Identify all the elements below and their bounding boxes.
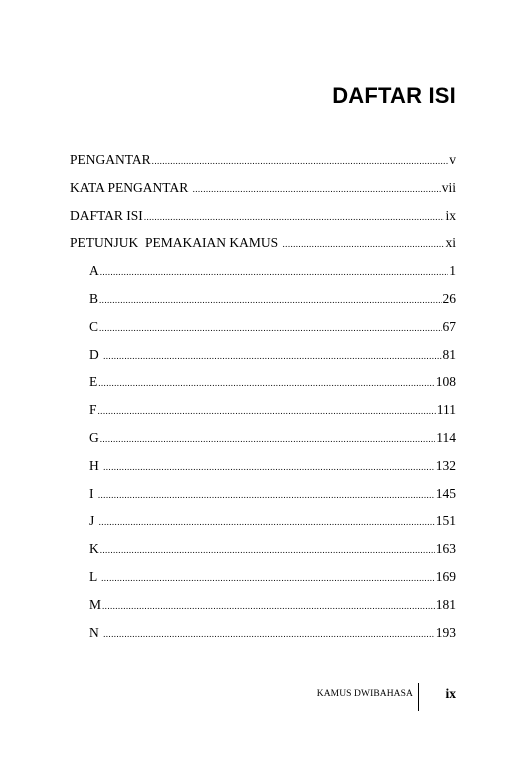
toc-entry[interactable] bbox=[70, 430, 456, 458]
toc-dot-leader bbox=[99, 323, 441, 333]
toc-dot-leader bbox=[102, 601, 435, 611]
toc-entry-page: 193 bbox=[435, 624, 456, 640]
footer-divider bbox=[418, 683, 419, 711]
toc-entry-label: H bbox=[89, 457, 103, 473]
toc-dot-leader bbox=[152, 156, 449, 166]
toc-entry-label: PETUNJUK PEMAKAIAN KAMUS bbox=[70, 235, 282, 251]
toc-dot-leader bbox=[99, 517, 435, 527]
toc-dot-leader bbox=[100, 267, 449, 277]
toc-entry-label: DAFTAR ISI bbox=[70, 207, 143, 223]
toc-entry-page: 26 bbox=[442, 290, 456, 306]
toc-entry[interactable] bbox=[70, 402, 456, 430]
toc-entry-page: 181 bbox=[435, 596, 456, 612]
footer-page-number: ix bbox=[445, 686, 456, 701]
toc-entry-page: 145 bbox=[435, 485, 456, 501]
toc-entry[interactable] bbox=[70, 347, 456, 375]
toc-dot-leader bbox=[193, 184, 441, 194]
toc-entry-label: D bbox=[89, 346, 103, 362]
toc-entry[interactable] bbox=[70, 374, 456, 402]
page-title: DAFTAR ISI bbox=[332, 83, 456, 108]
toc-entry-label: A bbox=[89, 263, 99, 279]
toc-dot-leader bbox=[283, 239, 445, 249]
toc-dot-leader bbox=[103, 351, 441, 361]
toc-entry-label: J bbox=[89, 513, 98, 529]
toc-entry-label: M bbox=[89, 596, 102, 612]
toc-entry[interactable] bbox=[70, 180, 456, 208]
toc-entry[interactable] bbox=[70, 235, 456, 263]
toc-entry[interactable] bbox=[70, 625, 456, 653]
toc-entry[interactable] bbox=[70, 569, 456, 597]
toc-entry-page: 114 bbox=[436, 429, 456, 445]
toc-entry-page: 81 bbox=[442, 346, 456, 362]
toc-entry[interactable] bbox=[70, 486, 456, 514]
toc-entry-label: PENGANTAR bbox=[70, 152, 151, 167]
toc-entry-label: C bbox=[89, 318, 99, 334]
toc-entry-label: N bbox=[89, 624, 103, 640]
toc-entry-page: vii bbox=[441, 179, 456, 195]
toc-dot-leader bbox=[144, 212, 445, 222]
toc-dot-leader bbox=[101, 573, 435, 583]
page-footer bbox=[0, 683, 524, 711]
toc-dot-leader bbox=[98, 406, 436, 416]
toc-entry-page: 1 bbox=[449, 263, 456, 279]
toc-entry-page: ix bbox=[445, 207, 456, 223]
toc-dot-leader bbox=[100, 545, 435, 555]
toc-entry[interactable] bbox=[70, 263, 456, 291]
toc-entry-page: 108 bbox=[435, 374, 456, 390]
toc-entry[interactable] bbox=[70, 319, 456, 347]
toc-entry-label: F bbox=[89, 402, 97, 418]
toc-entry-label: L bbox=[89, 568, 101, 584]
footer-book-title: KAMUS DWIBAHASA bbox=[316, 689, 413, 699]
toc-entry-page: 111 bbox=[436, 402, 456, 418]
toc-entry[interactable] bbox=[70, 541, 456, 569]
toc-entry[interactable] bbox=[70, 152, 456, 180]
toc-entry-label: G bbox=[89, 429, 99, 445]
toc-entry-page: 67 bbox=[442, 318, 456, 334]
toc-dot-leader bbox=[100, 434, 436, 444]
toc-entry-page: xi bbox=[445, 235, 456, 251]
toc-dot-leader bbox=[103, 629, 435, 639]
toc-entry-page: 132 bbox=[435, 457, 456, 473]
toc-dot-leader bbox=[103, 462, 435, 472]
toc-entry-page: 151 bbox=[435, 513, 456, 529]
toc-entry[interactable] bbox=[70, 513, 456, 541]
toc-entry[interactable] bbox=[70, 291, 456, 319]
toc-entry-label: I bbox=[89, 485, 97, 501]
toc-dot-leader bbox=[98, 490, 435, 500]
toc-entry-label: KATA PENGANTAR bbox=[70, 179, 192, 195]
toc-entry[interactable] bbox=[70, 597, 456, 625]
toc-entry-page: 169 bbox=[435, 568, 456, 584]
toc-entry-label: K bbox=[89, 541, 99, 557]
toc-entry[interactable] bbox=[70, 208, 456, 236]
toc-entry-label: E bbox=[89, 374, 98, 390]
toc-entry-label: B bbox=[89, 290, 99, 306]
toc-entry-page: 163 bbox=[435, 541, 456, 557]
toc-dot-leader bbox=[98, 378, 435, 388]
table-of-contents bbox=[70, 152, 456, 652]
toc-dot-leader bbox=[99, 295, 441, 305]
toc-entry-page: v bbox=[449, 152, 456, 167]
toc-entry[interactable] bbox=[70, 458, 456, 486]
